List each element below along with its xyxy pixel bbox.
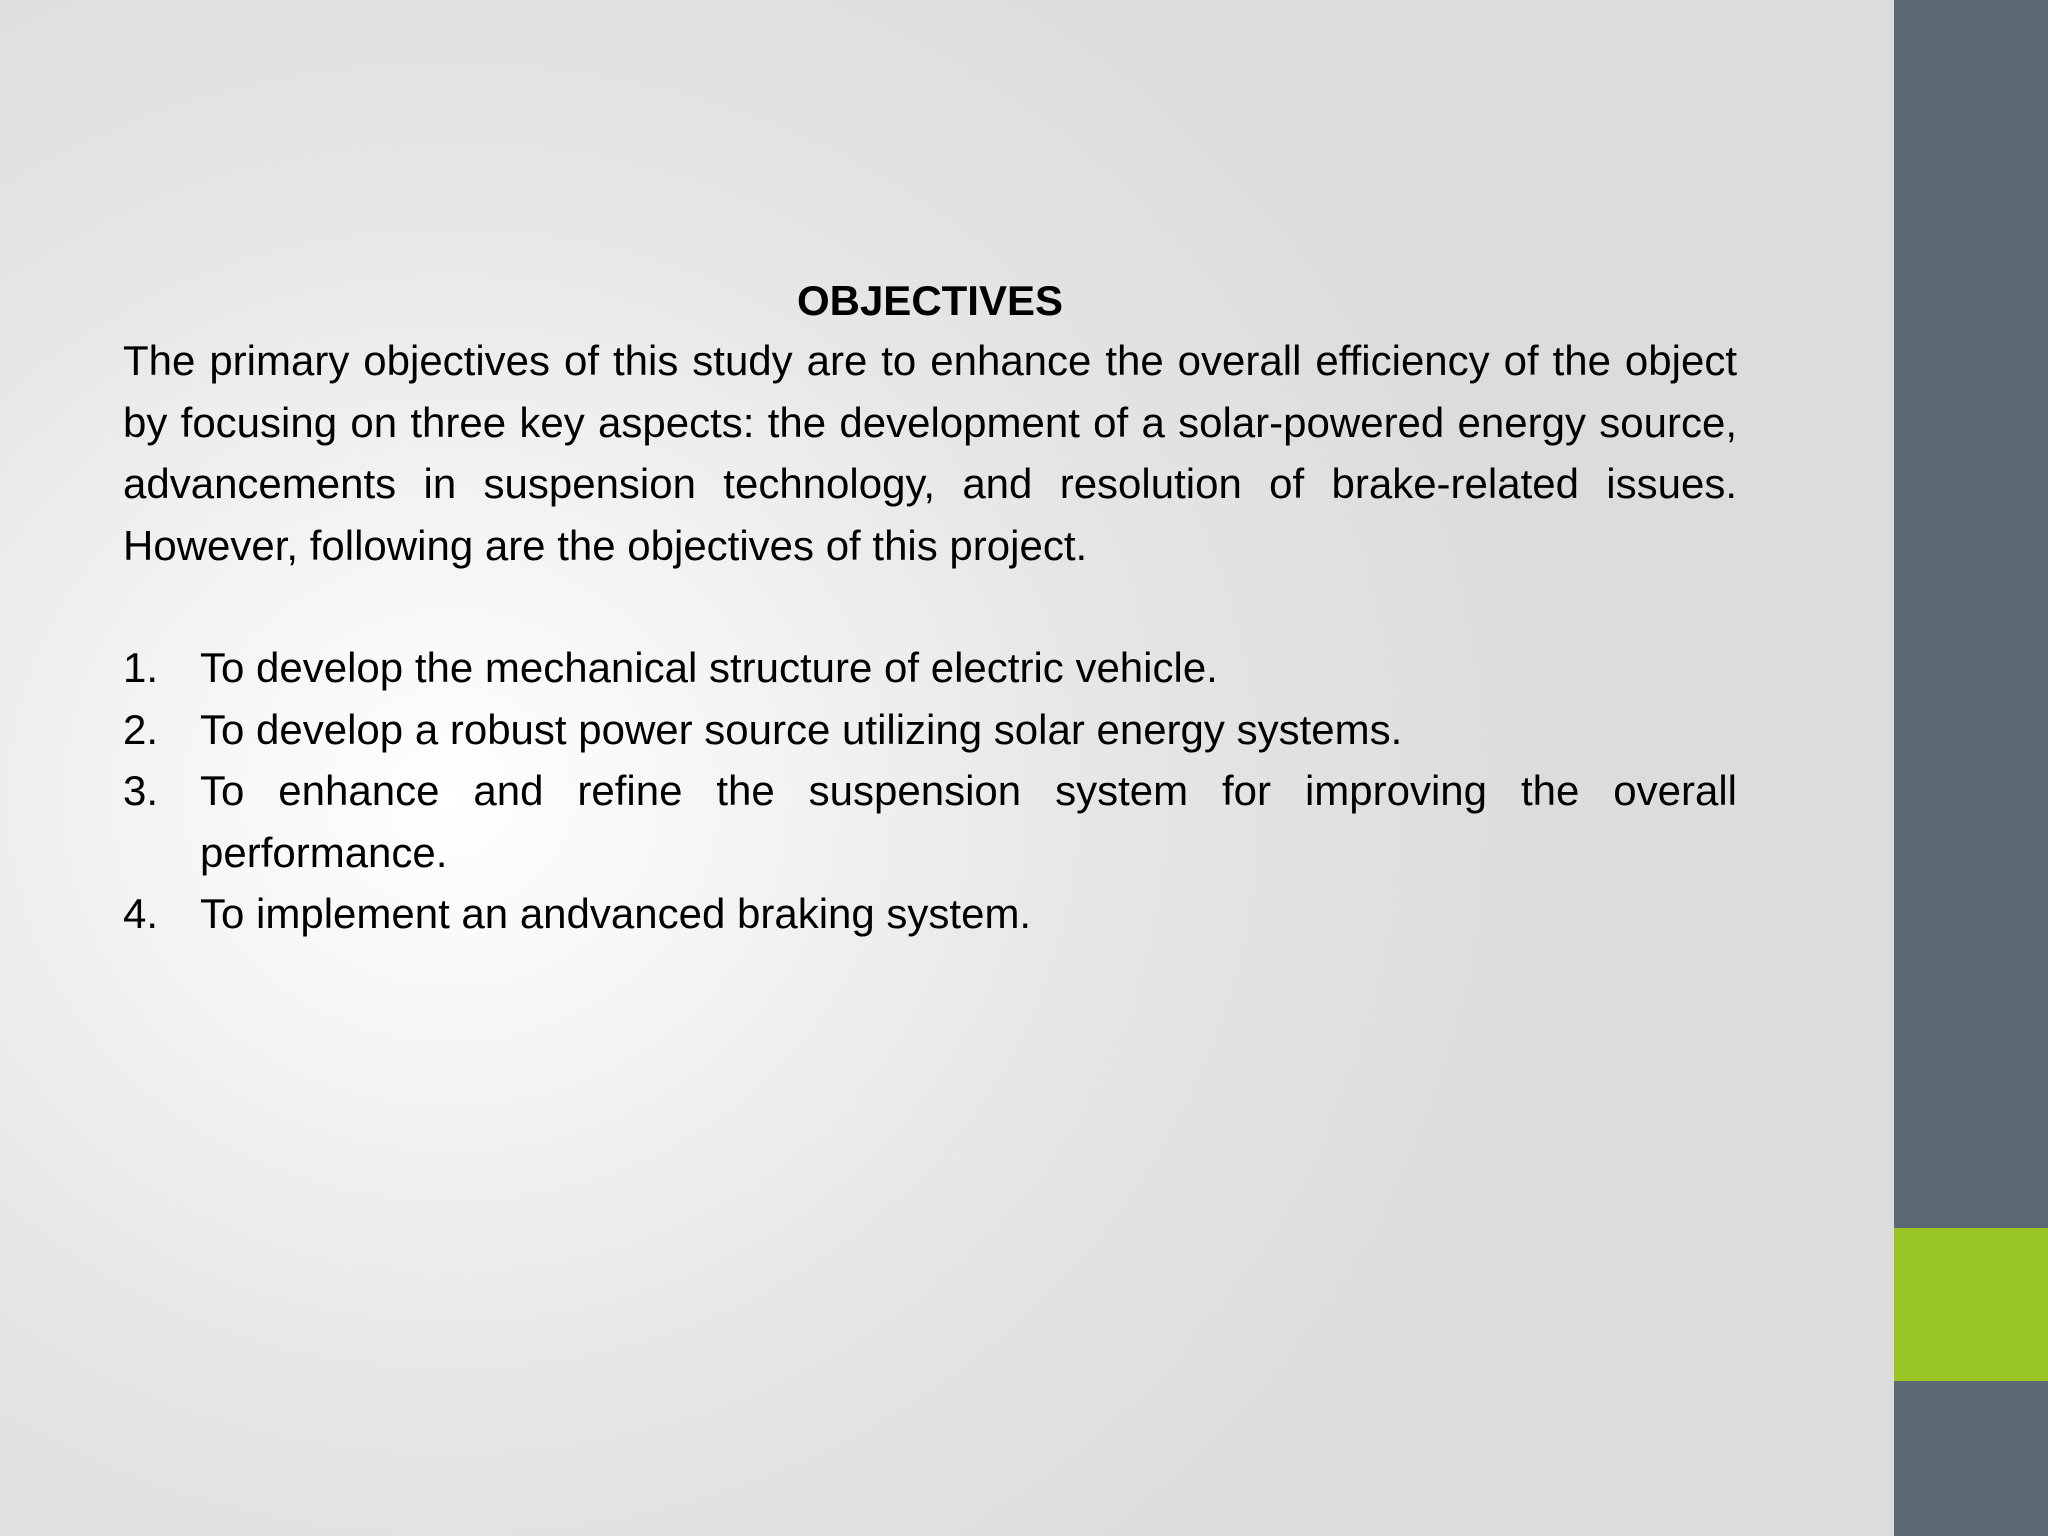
objective-item bbox=[123, 883, 1737, 945]
objective-number: 2. bbox=[123, 705, 159, 753]
slide-content bbox=[123, 274, 1737, 945]
intro-paragraph: The primary objectives of this study are to enhance the overall efficiency of the object by focusing on three key aspects: the development of a solar-powered energy source, advancements in suspension technology, and resolution of brake-related issues. However, following are the objectives of this project. bbox=[123, 337, 1737, 569]
objective-number: 4. bbox=[123, 890, 159, 937]
objective-text: To develop the mechanical structure of electric vehicle. bbox=[200, 644, 1218, 691]
objective-number: 3. bbox=[123, 767, 159, 814]
slide-title: OBJECTIVES bbox=[796, 277, 1064, 324]
side-accent-block bbox=[1894, 1228, 2048, 1381]
objective-number: 1. bbox=[123, 644, 159, 691]
objectives-list bbox=[123, 637, 1737, 945]
spacer bbox=[123, 576, 1737, 637]
objective-text: To implement an andvanced braking system. bbox=[200, 890, 1032, 937]
objective-text: To enhance and refine the suspension system for improving the overall performance. bbox=[200, 767, 1737, 876]
objective-item bbox=[123, 760, 1737, 883]
objective-text: To develop a robust power source utilizing solar energy systems. bbox=[200, 705, 1403, 753]
objective-item bbox=[123, 699, 1737, 761]
objective-item bbox=[123, 637, 1737, 699]
